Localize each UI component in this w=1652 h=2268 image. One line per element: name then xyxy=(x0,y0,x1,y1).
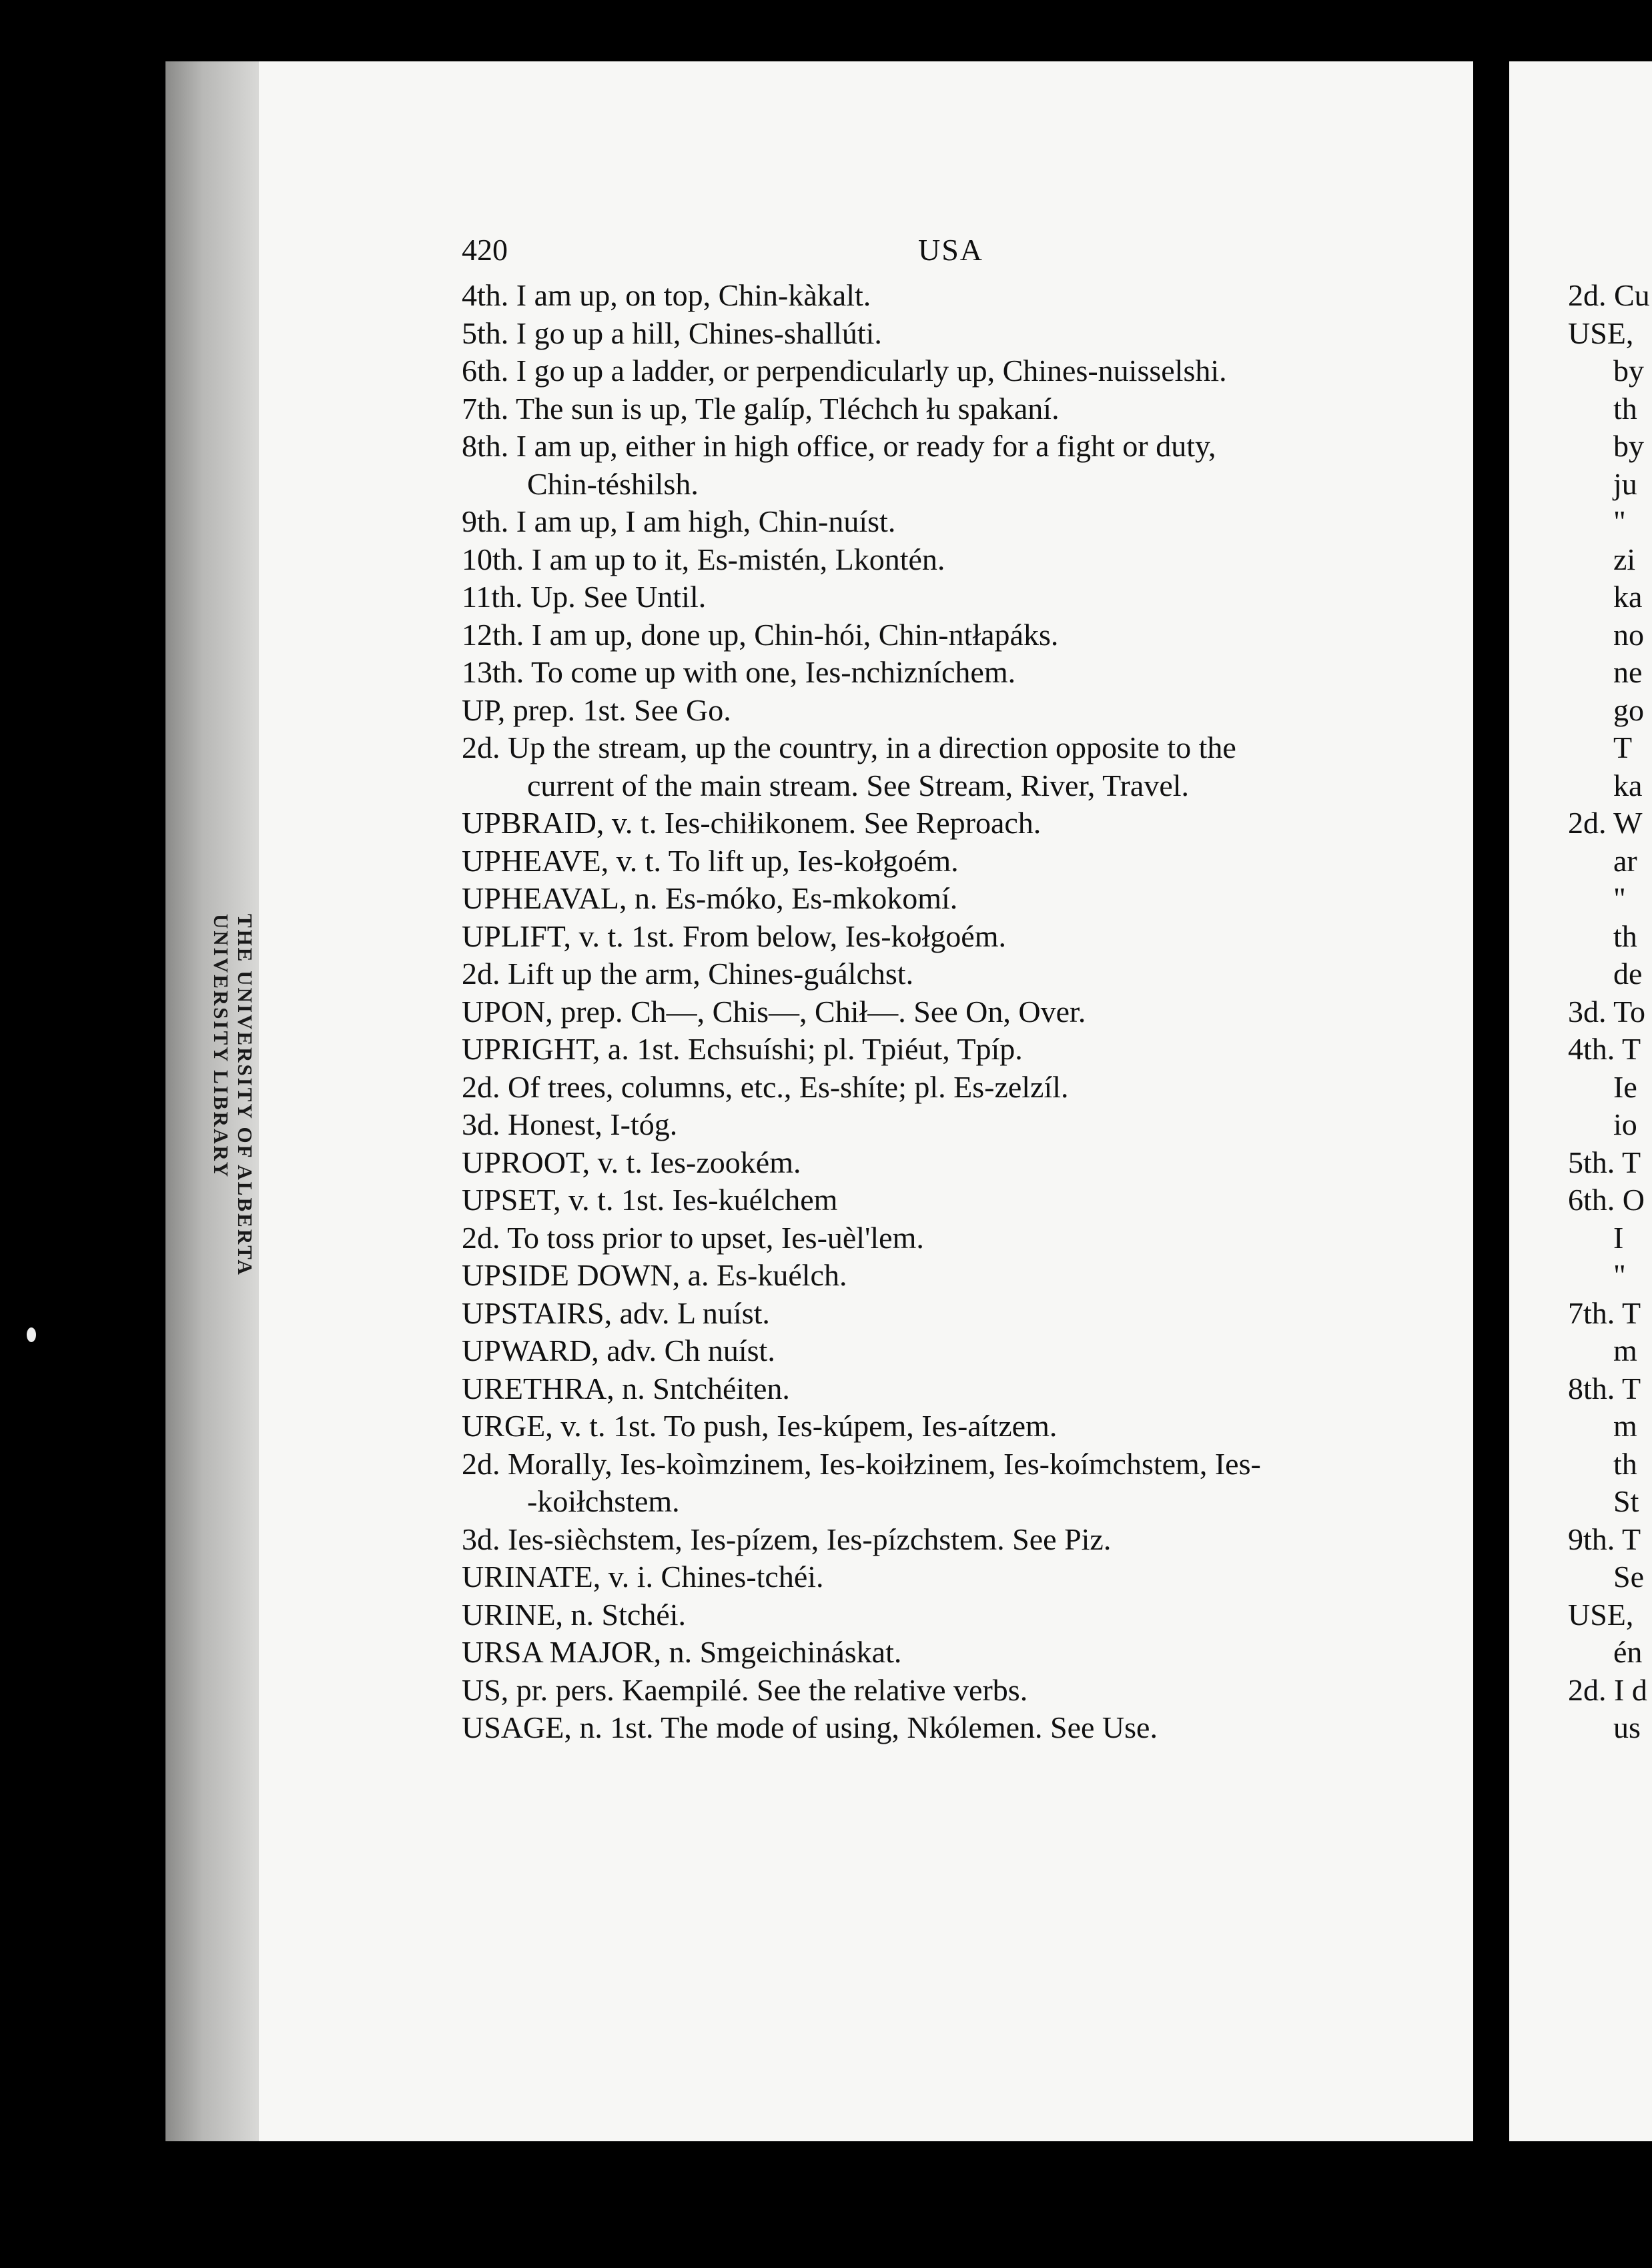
entry-line: 2d. Of trees, columns, etc., Es-shíte; pl. Es-zelzíl. xyxy=(462,1069,1069,1104)
entry-line: UPLIFT, v. t. 1st. From below, Ies-kołgoém. xyxy=(462,919,1007,953)
fragment-line: USE, xyxy=(1568,1597,1634,1632)
scan-speck xyxy=(27,1327,36,1342)
fragment-line: us xyxy=(1613,1710,1641,1744)
entry-line: 2d. Morally, Ies-koìmzinem, Ies-koiłzinem, Ies-koímchstem, Ies- xyxy=(462,1446,1261,1481)
fragment-line: I xyxy=(1613,1220,1624,1255)
fragment-line: ju xyxy=(1613,466,1637,501)
fragment-line: T xyxy=(1613,730,1633,764)
fragment-line: 3d. To xyxy=(1568,994,1646,1029)
fragment-line: by xyxy=(1613,429,1644,463)
page-number: 420 xyxy=(462,233,508,267)
fragment-line: 2d. Cu xyxy=(1568,278,1650,312)
entry-line: URINE, n. Stchéi. xyxy=(462,1597,687,1632)
entry-line: 3d. Honest, I-tóg. xyxy=(462,1107,678,1141)
fragment-line: 6th. O xyxy=(1568,1183,1645,1217)
fragment-line: th xyxy=(1613,1446,1637,1481)
entry-line: UPHEAVAL, n. Es-móko, Es-mkokomí. xyxy=(462,881,958,915)
fragment-line: " xyxy=(1613,504,1626,538)
stamp-line-university-library: UNIVERSITY LIBRARY xyxy=(210,914,233,1179)
fragment-line: 2d. I d xyxy=(1568,1672,1647,1707)
entry-line: URGE, v. t. 1st. To push, Ies-kúpem, Ies-aítzem. xyxy=(462,1409,1058,1443)
fragment-line: io xyxy=(1613,1107,1637,1141)
entry-line: UPRIGHT, a. 1st. Echsuíshi; pl. Tpiéut, Tpíp. xyxy=(462,1032,1023,1066)
entry-line: 6th. I go up a ladder, or perpendicularly up, Chines-nuisselshi. xyxy=(462,354,1227,388)
entry-line: UPSTAIRS, adv. L nuíst. xyxy=(462,1295,770,1330)
fragment-line: 9th. T xyxy=(1568,1522,1641,1556)
fragment-line: th xyxy=(1613,919,1637,953)
fragment-line: én xyxy=(1613,1635,1643,1669)
fragment-line: m xyxy=(1613,1409,1637,1443)
fragment-line: " xyxy=(1613,1258,1626,1292)
fragment-line: St xyxy=(1613,1484,1639,1518)
fragment-line: 2d. W xyxy=(1568,806,1643,840)
fragment-line: Ie xyxy=(1613,1069,1637,1104)
entry-line: UPROOT, v. t. Ies-zookém. xyxy=(462,1145,801,1179)
entry-line: 3d. Ies-sièchstem, Ies-pízem, Ies-pízchstem. See Piz. xyxy=(462,1522,1112,1556)
running-head: USA xyxy=(918,233,984,267)
entry-continuation: -koiłchstem. xyxy=(527,1484,680,1518)
fragment-line: ka xyxy=(1613,768,1643,802)
entry-continuation: current of the main stream. See Stream, River, Travel. xyxy=(527,768,1190,802)
fragment-line: Se xyxy=(1613,1560,1644,1594)
entry-line: 2d. Up the stream, up the country, in a direction opposite to the xyxy=(462,730,1236,764)
entry-line: URETHRA, n. Sntchéiten. xyxy=(462,1371,790,1405)
entry-line: US, pr. pers. Kaempilé. See the relative verbs. xyxy=(462,1672,1028,1707)
library-stamp xyxy=(209,914,257,1501)
entry-line: UPSET, v. t. 1st. Ies-kuélchem xyxy=(462,1183,838,1217)
entry-line: 12th. I am up, done up, Chin-hói, Chin-ntłapáks. xyxy=(462,617,1059,652)
entry-line: UPON, prep. Ch—, Chis—, Chił—. See On, Over. xyxy=(462,994,1086,1029)
entry-line: UPWARD, adv. Ch nuíst. xyxy=(462,1333,775,1367)
fragment-line: 4th. T xyxy=(1568,1032,1641,1066)
entry-line: UPSIDE DOWN, a. Es-kuélch. xyxy=(462,1258,847,1292)
fragment-line: m xyxy=(1613,1333,1637,1367)
fragment-line: zi xyxy=(1613,542,1636,576)
fragment-line: th xyxy=(1613,391,1637,426)
entry-line: 2d. Lift up the arm, Chines-guálchst. xyxy=(462,957,914,991)
entry-line: USAGE, n. 1st. The mode of using, Nkólemen. See Use. xyxy=(462,1710,1158,1744)
fragment-line: ar xyxy=(1613,843,1637,878)
fragment-line: USE, xyxy=(1568,316,1634,350)
entry-line: URINATE, v. i. Chines-tchéi. xyxy=(462,1560,824,1594)
adjacent-page-fragments xyxy=(1568,277,1652,1747)
entry-line: URSA MAJOR, n. Smgeichináskat. xyxy=(462,1635,902,1669)
fragment-line: 5th. T xyxy=(1568,1145,1641,1179)
entry-continuation: Chin-téshilsh. xyxy=(527,466,699,501)
fragment-line: by xyxy=(1613,354,1644,388)
entry-line: 7th. The sun is up, Tle galíp, Tléchch łu spakaní. xyxy=(462,391,1060,426)
entry-line: UP, prep. 1st. See Go. xyxy=(462,692,731,727)
page-header xyxy=(462,230,982,270)
entry-line: UPHEAVE, v. t. To lift up, Ies-kołgoém. xyxy=(462,843,959,878)
entry-line: 2d. To toss prior to upset, Ies-uèl'lem. xyxy=(462,1220,924,1255)
entry-line: 13th. To come up with one, Ies-nchizníchem. xyxy=(462,655,1016,689)
entry-line: 5th. I go up a hill, Chines-shallúti. xyxy=(462,316,882,350)
fragment-line: ne xyxy=(1613,655,1643,689)
fragment-line: ka xyxy=(1613,580,1643,614)
entry-line: UPBRAID, v. t. Ies-chiłikonem. See Reproach. xyxy=(462,806,1042,840)
stamp-line-university-of-alberta: THE UNIVERSITY OF ALBERTA xyxy=(234,914,257,1277)
fragment-line: " xyxy=(1613,881,1626,915)
fragment-line: go xyxy=(1613,692,1644,727)
entry-line: 11th. Up. See Until. xyxy=(462,580,707,614)
fragment-line: de xyxy=(1613,957,1643,991)
entry-line: 4th. I am up, on top, Chin-kàkalt. xyxy=(462,278,871,312)
fragment-line: 8th. T xyxy=(1568,1371,1641,1405)
entry-line: 9th. I am up, I am high, Chin-nuíst. xyxy=(462,504,896,538)
entry-line: 8th. I am up, either in high office, or ready for a fight or duty, xyxy=(462,429,1216,463)
page-gutter xyxy=(1473,61,1509,2141)
fragment-line: 7th. T xyxy=(1568,1295,1641,1330)
dictionary-entries xyxy=(462,277,1429,1747)
entry-line: 10th. I am up to it, Es-mistén, Lkontén. xyxy=(462,542,945,576)
fragment-line: no xyxy=(1613,617,1644,652)
